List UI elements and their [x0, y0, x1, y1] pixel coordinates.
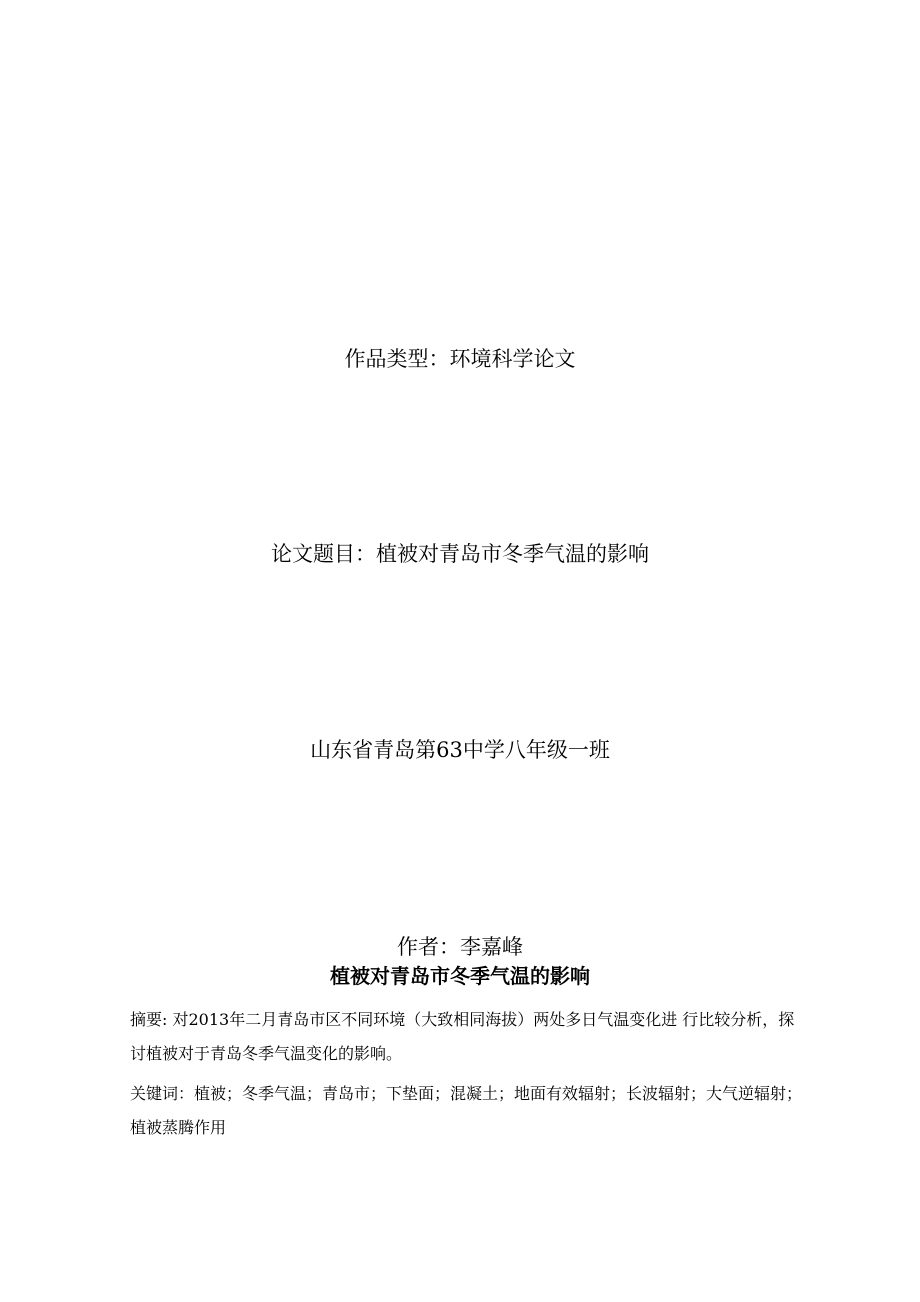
- work-type-line: 作品类型：环境科学论文: [344, 347, 576, 371]
- paper-title-line: 论文题目：植被对青岛市冬季气温的影响: [271, 542, 649, 566]
- author-line: 作者：李嘉峰: [397, 935, 523, 959]
- school-class-line: 山东省青岛第63中学八年级一班: [310, 738, 610, 762]
- abstract-paragraph: [130, 1003, 805, 1071]
- article-title: 植被对青岛市冬季气温的影响: [330, 964, 590, 988]
- keywords-text: 植被；冬季气温；青岛市；下垫面；混凝土；地面有效辐射；长波辐射；大气逆辐射；植被蒸腾作用: [130, 1084, 803, 1137]
- keywords-label: 关键词：: [130, 1084, 195, 1103]
- keywords-paragraph: [130, 1077, 805, 1145]
- abstract-label: 摘要:: [130, 1010, 168, 1029]
- abstract-text: 对2013年二月青岛市区不同环境（大致相同海拔）两处多日气温变化进 行比较分析，探讨植被对于青岛冬季气温变化的影响。: [130, 1010, 795, 1063]
